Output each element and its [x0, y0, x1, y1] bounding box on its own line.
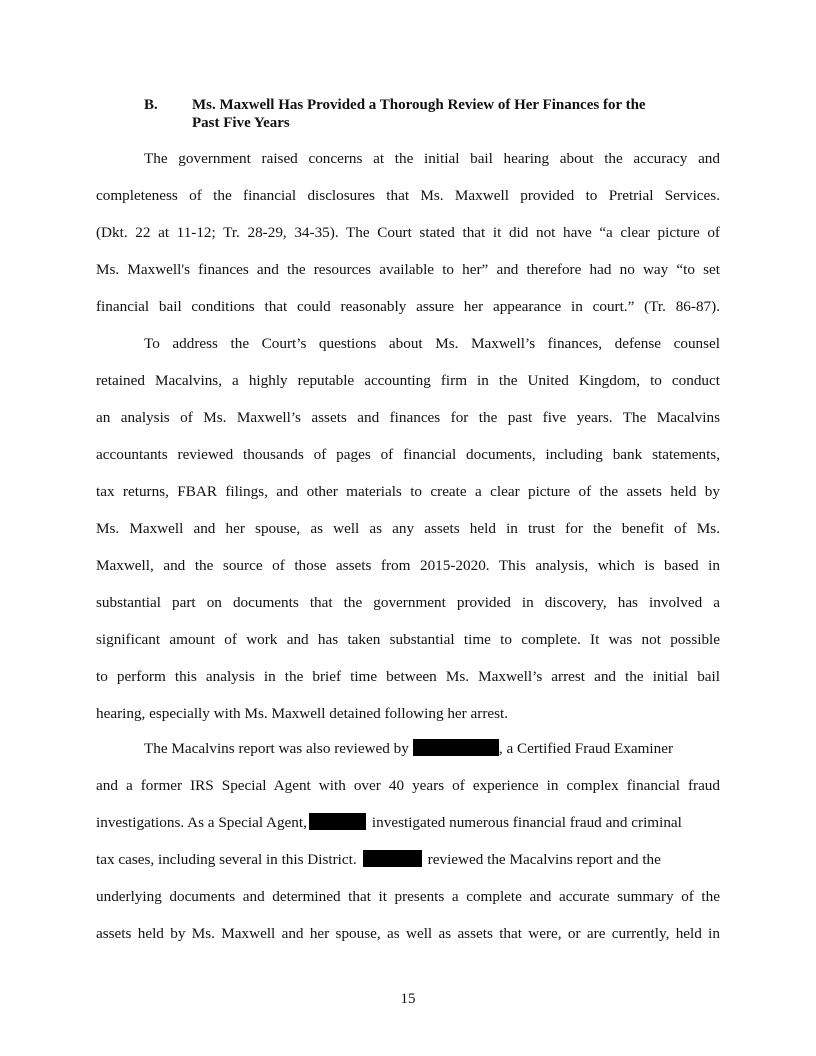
- text-line: Maxwell, and the source of those assets from 2015-2020. This analysis, which is based in: [96, 557, 720, 574]
- text-line: and a former IRS Special Agent with over 40 years of experience in complex financial fraud: [96, 777, 720, 794]
- text-line: an analysis of Ms. Maxwell’s assets and finances for the past five years. The Macalvins: [96, 409, 720, 426]
- text-line: Ms. Maxwell and her spouse, as well as any assets held in trust for the benefit of Ms.: [96, 520, 720, 537]
- text-line: significant amount of work and has taken substantial time to complete. It was not possible: [96, 631, 720, 648]
- text-line: The government raised concerns at the initial bail hearing about the accuracy and: [144, 150, 720, 167]
- text-line: Ms. Maxwell's finances and the resources available to her” and therefore had no way “to set: [96, 261, 720, 278]
- text-line: hearing, especially with Ms. Maxwell detained following her arrest.: [96, 705, 509, 722]
- redaction-block: [309, 813, 366, 830]
- text-line: [144, 739, 720, 759]
- text-line: completeness of the financial disclosures that Ms. Maxwell provided to Pretrial Services.: [96, 187, 720, 204]
- section-title-line: Ms. Maxwell Has Provided a Thorough Review of Her Finances for the: [192, 97, 646, 113]
- text-line: [96, 813, 720, 833]
- section-letter: B.: [144, 97, 158, 113]
- text-line: to perform this analysis in the brief time between Ms. Maxwell’s arrest and the initial bail: [96, 668, 720, 685]
- text-line: [96, 850, 720, 870]
- text-line: tax returns, FBAR filings, and other materials to create a clear picture of the assets held by: [96, 483, 720, 500]
- text-line: (Dkt. 22 at 11-12; Tr. 28-29, 34-35). The Court stated that it did not have “a clear picture of: [96, 224, 720, 241]
- text-line: assets held by Ms. Maxwell and her spouse, as well as assets that were, or are currently, held in: [96, 925, 720, 942]
- redaction-block: [413, 739, 499, 756]
- text-segment: investigated numerous financial fraud and criminal: [371, 814, 682, 831]
- redaction-block: [363, 850, 422, 867]
- text-segment: investigations. As a Special Agent,: [96, 814, 307, 831]
- page-number: 15: [400, 991, 416, 1007]
- text-segment: , a Certified Fraud Examiner: [498, 740, 674, 757]
- section-title: [192, 96, 722, 132]
- text-line: accountants reviewed thousands of pages of financial documents, including bank statements,: [96, 446, 720, 463]
- text-line: retained Macalvins, a highly reputable accounting firm in the United Kingdom, to conduct: [96, 372, 720, 389]
- text-segment: The Macalvins report was also reviewed by: [144, 740, 409, 757]
- text-segment: tax cases, including several in this District.: [96, 851, 357, 868]
- text-segment: reviewed the Macalvins report and the: [427, 851, 661, 868]
- section-title-line: Past Five Years: [192, 115, 290, 131]
- text-line: substantial part on documents that the government provided in discovery, has involved a: [96, 594, 720, 611]
- text-line: underlying documents and determined that it presents a complete and accurate summary of the: [96, 888, 720, 905]
- text-line: To address the Court’s questions about Ms. Maxwell’s finances, defense counsel: [144, 335, 720, 352]
- text-line: financial bail conditions that could reasonably assure her appearance in court.” (Tr. 86-87).: [96, 298, 720, 315]
